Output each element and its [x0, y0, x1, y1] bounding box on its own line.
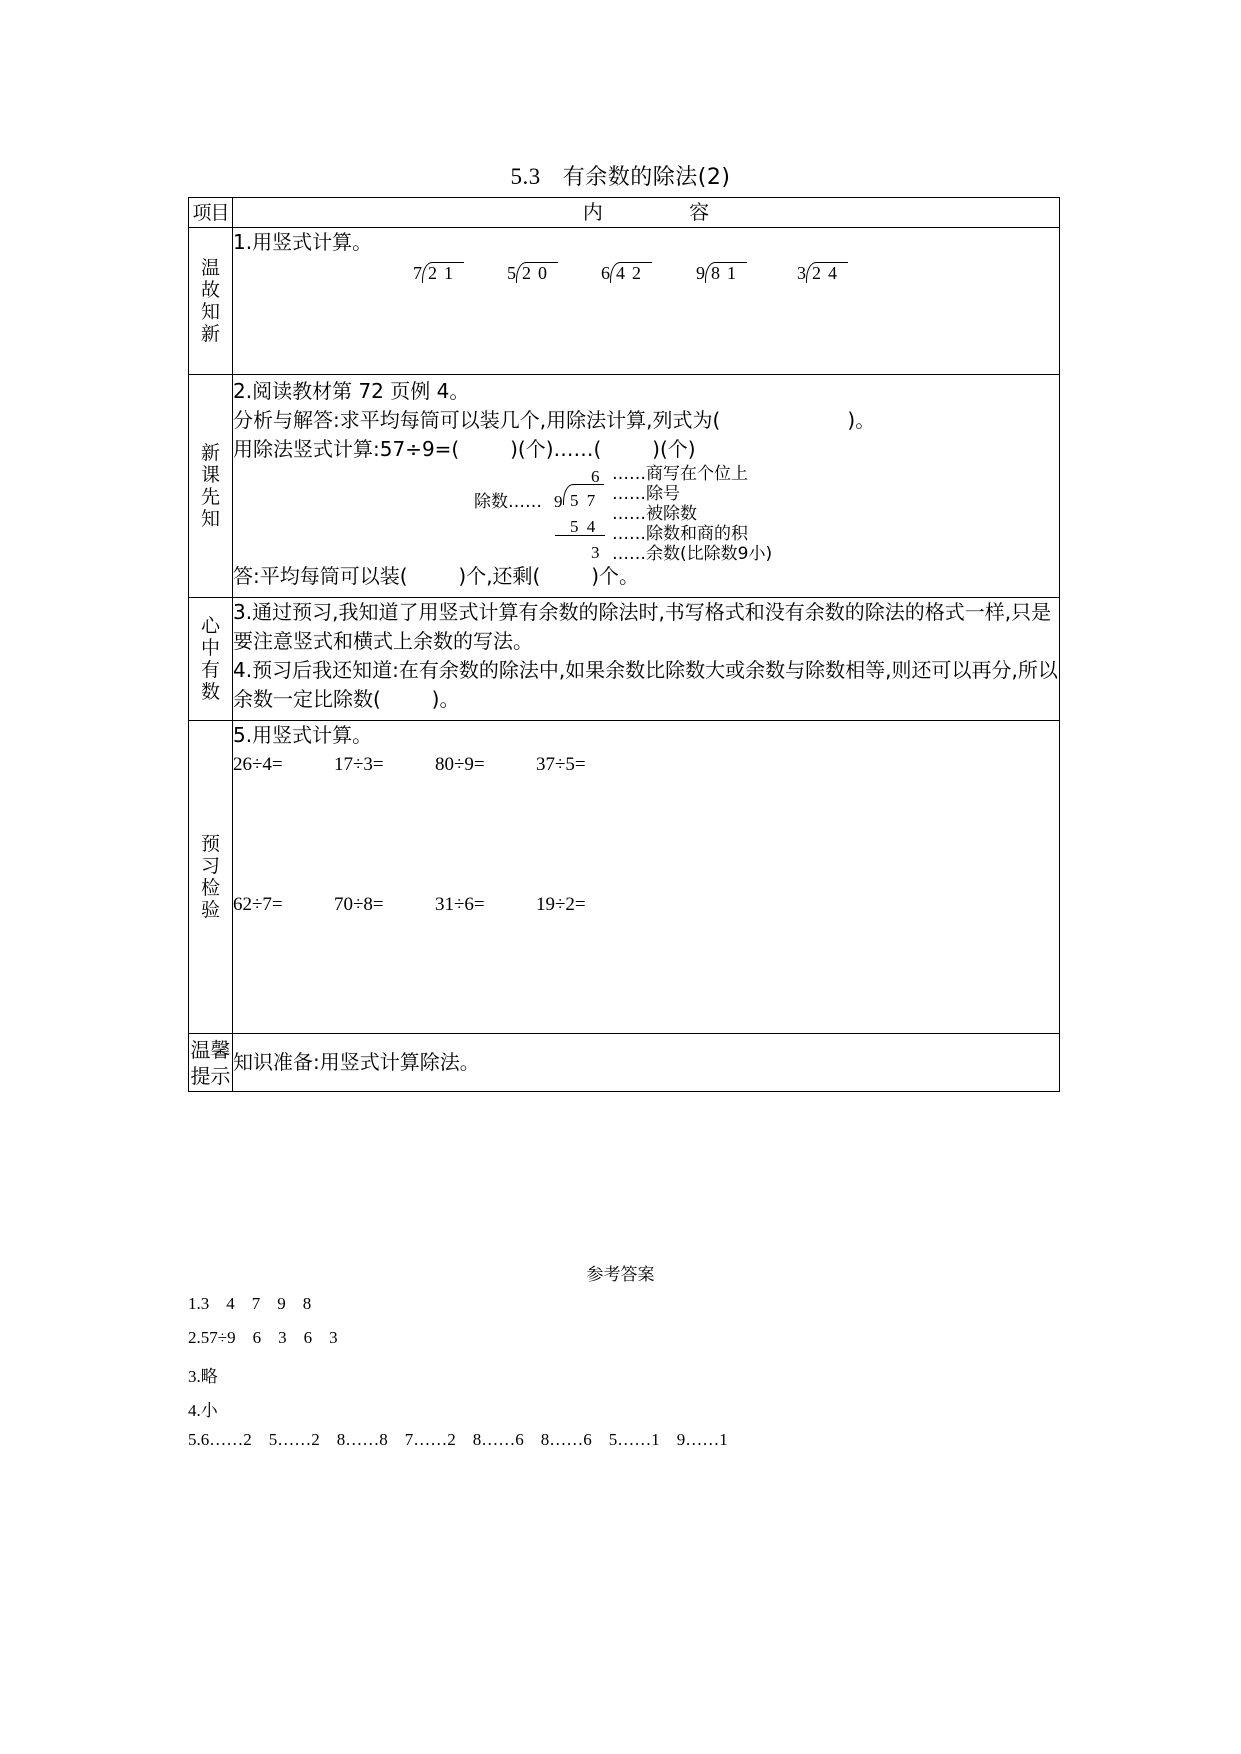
- page-title: [0, 160, 1241, 191]
- division-item: 6 42: [601, 259, 652, 288]
- diagram-product: 5 4: [570, 517, 598, 536]
- section-label-mind: 心中有数: [189, 598, 233, 721]
- practice-item: 31÷6=: [435, 894, 485, 915]
- diagram-note: ……商写在个位上: [612, 464, 748, 484]
- practice-item: 26÷4=: [233, 754, 283, 775]
- question-2: 2.阅读教材第 72 页例 4。: [233, 379, 470, 403]
- practice-item: 17÷3=: [334, 754, 384, 775]
- practice-item: 62÷7=: [233, 894, 283, 915]
- answer-line: 2.57÷9 6 3 6 3: [188, 1328, 338, 1347]
- question-4: 4.预习后我还知道:在有余数的除法中,如果余数比除数大或余数与除数相等,则还可以再分,所以余数一定比除数( )。: [233, 658, 1058, 711]
- practice-row-1: [233, 750, 1059, 780]
- practice-item: 70÷8=: [334, 894, 384, 915]
- practice-item: 80÷9=: [435, 754, 485, 775]
- practice-row-2: [233, 890, 1059, 920]
- vertical-calc-line: 用除法竖式计算:57÷9=( )(个)……( )(个): [233, 437, 696, 461]
- worksheet-table: [188, 197, 1060, 1092]
- answer-line: 答:平均每筒可以装( )个,还剩( )个。: [233, 564, 640, 588]
- section-label-newlesson: 新课先知: [189, 375, 233, 598]
- division-item: 9 81: [696, 259, 747, 288]
- diagram-divisor-label: 除数……: [474, 492, 542, 512]
- question-3: 3.通过预习,我知道了用竖式计算有余数的除法时,书写格式和没有余数的除法的格式一样,只是要注意竖式和横式上余数的写法。: [233, 600, 1052, 653]
- answer-line: 1.3 4 7 9 8: [188, 1294, 312, 1313]
- section-review: [233, 228, 1060, 375]
- question-1: 1.用竖式计算。: [233, 230, 373, 254]
- diagram-note: ……除数和商的积: [612, 524, 748, 544]
- practice-item: 37÷5=: [536, 754, 586, 775]
- diagram-dividend: 5 7: [570, 491, 598, 510]
- division-item: 7 21: [413, 259, 464, 288]
- answer-line: 4.小: [188, 1401, 218, 1420]
- section-newlesson: [233, 375, 1060, 598]
- tip-text: 知识准备:用竖式计算除法。: [233, 1050, 480, 1074]
- diagram-rule: [555, 535, 605, 536]
- title-number: 5.3: [510, 164, 541, 189]
- section-label-tip: 温馨提示: [189, 1034, 233, 1092]
- division-item: 5 20: [507, 259, 558, 288]
- section-tip: [233, 1034, 1060, 1092]
- division-item: 3 24: [797, 259, 848, 288]
- diagram-remainder: 3: [591, 543, 600, 562]
- title-text: 有余数的除法(2): [562, 165, 731, 190]
- answer-line: 3.略: [188, 1367, 218, 1386]
- division-list: [233, 257, 1059, 287]
- diagram-note: ……被除数: [612, 504, 697, 524]
- diagram-note: ……除号: [612, 484, 680, 504]
- analysis-line: 分析与解答:求平均每筒可以装几个,用除法计算,列式为( )。: [233, 408, 876, 432]
- question-5: 5.用竖式计算。: [233, 723, 373, 747]
- answer-line: 5.6……2 5……2 8……8 7……2 8……6 8……6 5……1 9……1: [188, 1430, 728, 1449]
- practice-item: 19÷2=: [536, 894, 586, 915]
- answers-title: 参考答案: [586, 1265, 655, 1285]
- diagram-quotient: 6: [591, 467, 600, 486]
- diagram-divisor: 9: [554, 492, 563, 511]
- section-mind: [233, 598, 1060, 721]
- long-division-diagram: [233, 464, 1059, 562]
- diagram-note: ……余数(比除数9小): [612, 544, 773, 564]
- header-content: 内 容: [233, 198, 1060, 228]
- section-label-practice: 预习检验: [189, 721, 233, 1034]
- section-label-review: 温故知新: [189, 228, 233, 375]
- header-item: 项目: [189, 198, 233, 228]
- section-practice: [233, 721, 1060, 1034]
